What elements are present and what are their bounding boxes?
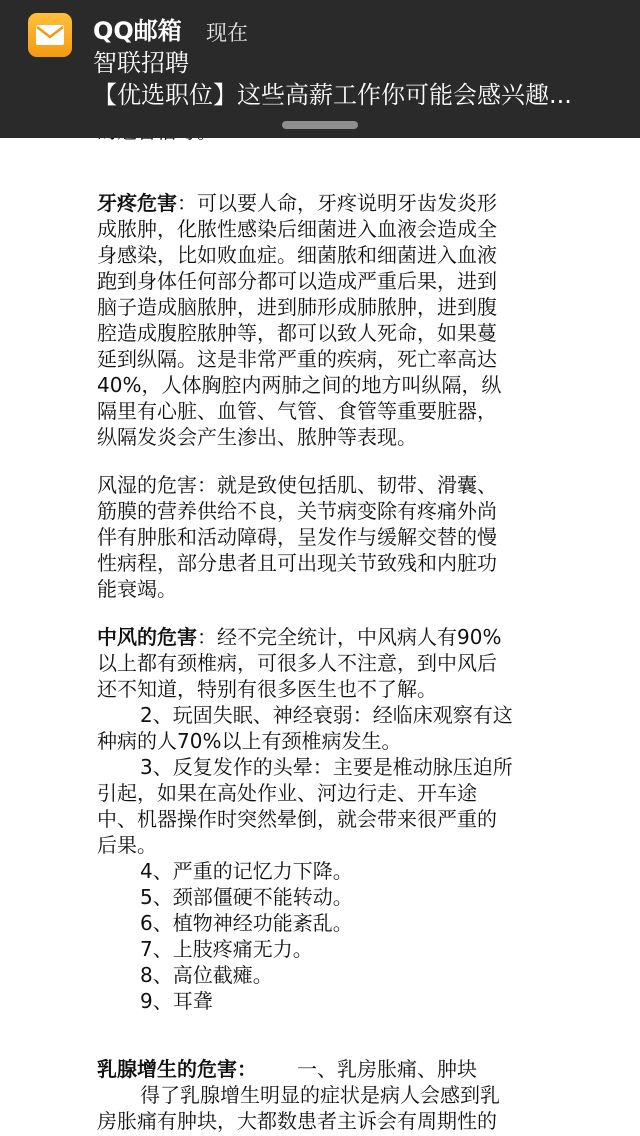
list-item: 6、植物神经功能紊乱。 [140,911,353,935]
list-item: 8、高位截瘫。 [140,963,273,987]
paragraph-line: 脑子造成脑脓肿，进到肺形成肺脓肿，进到腹 [97,295,497,319]
paragraph-line: 风湿的危害：就是致使包括肌、韧带、滑囊、 [97,473,497,497]
paragraph-line: 还不知道，特别有很多医生也不了解。 [97,677,437,701]
drag-handle[interactable] [282,121,358,129]
notification-banner[interactable] [0,0,640,138]
toothache-paragraph [97,190,547,450]
section-title: 中风的危害 [97,625,197,649]
notification-time: 现在 [206,21,248,45]
list-item: 4、严重的记忆力下降。 [140,859,353,883]
paragraph-line: 得了乳腺增生明显的症状是病人会感到乳 [140,1083,500,1107]
list-item: 中、机器操作时突然晕倒，就会带来很严重的 [97,807,497,831]
paragraph-line: 中风的危害：经不完全统计，中风病人有90% [97,625,502,649]
notification-sender: 智联招聘 [93,49,189,77]
breast-paragraph [97,1056,547,1134]
list-item: 种病的人70%以上有颈椎病发生。 [97,729,402,753]
paragraph-line: 牙疼危害：可以要人命，牙疼说明牙齿发炎形 [97,191,497,215]
list-item: 后果。 [97,833,157,857]
paragraph-line: 腔造成腹腔脓肿等，都可以致人死命，如果蔓 [97,321,497,345]
list-item: 7、上肢疼痛无力。 [140,937,313,961]
list-item: 3、反复发作的头晕：主要是椎动脉压迫所 [140,755,513,779]
list-item: 2、玩固失眠、神经衰弱：经临床观察有这 [140,703,513,727]
paragraph-line: 成脓肿，化脓性感染后细菌进入血液会造成全 [97,217,497,241]
paragraph-line: 延到纵隔。这是非常严重的疾病，死亡率高达 [97,347,497,371]
list-item: 引起，如果在高处作业、河边行走、开车途 [97,781,477,805]
paragraph-line: 筋膜的营养供给不良，关节病变除有疼痛外尚 [97,499,497,523]
section-title: 牙疼危害 [97,191,177,215]
paragraph-line: 隔里有心脏、血管、气管、食管等重要脏器， [97,399,497,423]
paragraph-line: 乳腺增生的危害： 一、乳房胀痛、肿块 [97,1057,477,1081]
paragraph-line: 伴有肿胀和活动障碍，呈发作与缓解交替的慢 [97,525,497,549]
notification-subject: 【优选职位】这些高薪工作你可能会感兴趣... [93,81,572,109]
paragraph-line: 跑到身体任何部分都可以造成严重后果，进到 [97,269,497,293]
mail-envelope-icon [28,13,72,57]
list-item: 9、耳聋 [140,989,213,1013]
paragraph-line: 房胀痛有肿块，大都数患者主诉会有周期性的 [97,1109,497,1133]
paragraph-line: 身感染，比如败血症。细菌脓和细菌进入血液 [97,243,497,267]
paragraph-line: 性病程，部分患者且可出现关节致残和内脏功 [97,551,497,575]
list-item: 5、颈部僵硬不能转动。 [140,885,353,909]
app-name: QQ邮箱 [93,17,182,45]
section-title: 乳腺增生的危害： [97,1057,257,1081]
stroke-paragraph [97,624,547,1014]
paragraph-line: 纵隔发炎会产生渗出、脓肿等表现。 [97,425,417,449]
paragraph-line: 40%，人体胸腔内两肺之间的地方叫纵隔，纵 [97,373,502,397]
paragraph-line: 能衰竭。 [97,577,177,601]
rheumatism-paragraph [97,472,547,602]
paragraph-line: 以上都有颈椎病，可很多人不注意，到中风后 [97,651,497,675]
